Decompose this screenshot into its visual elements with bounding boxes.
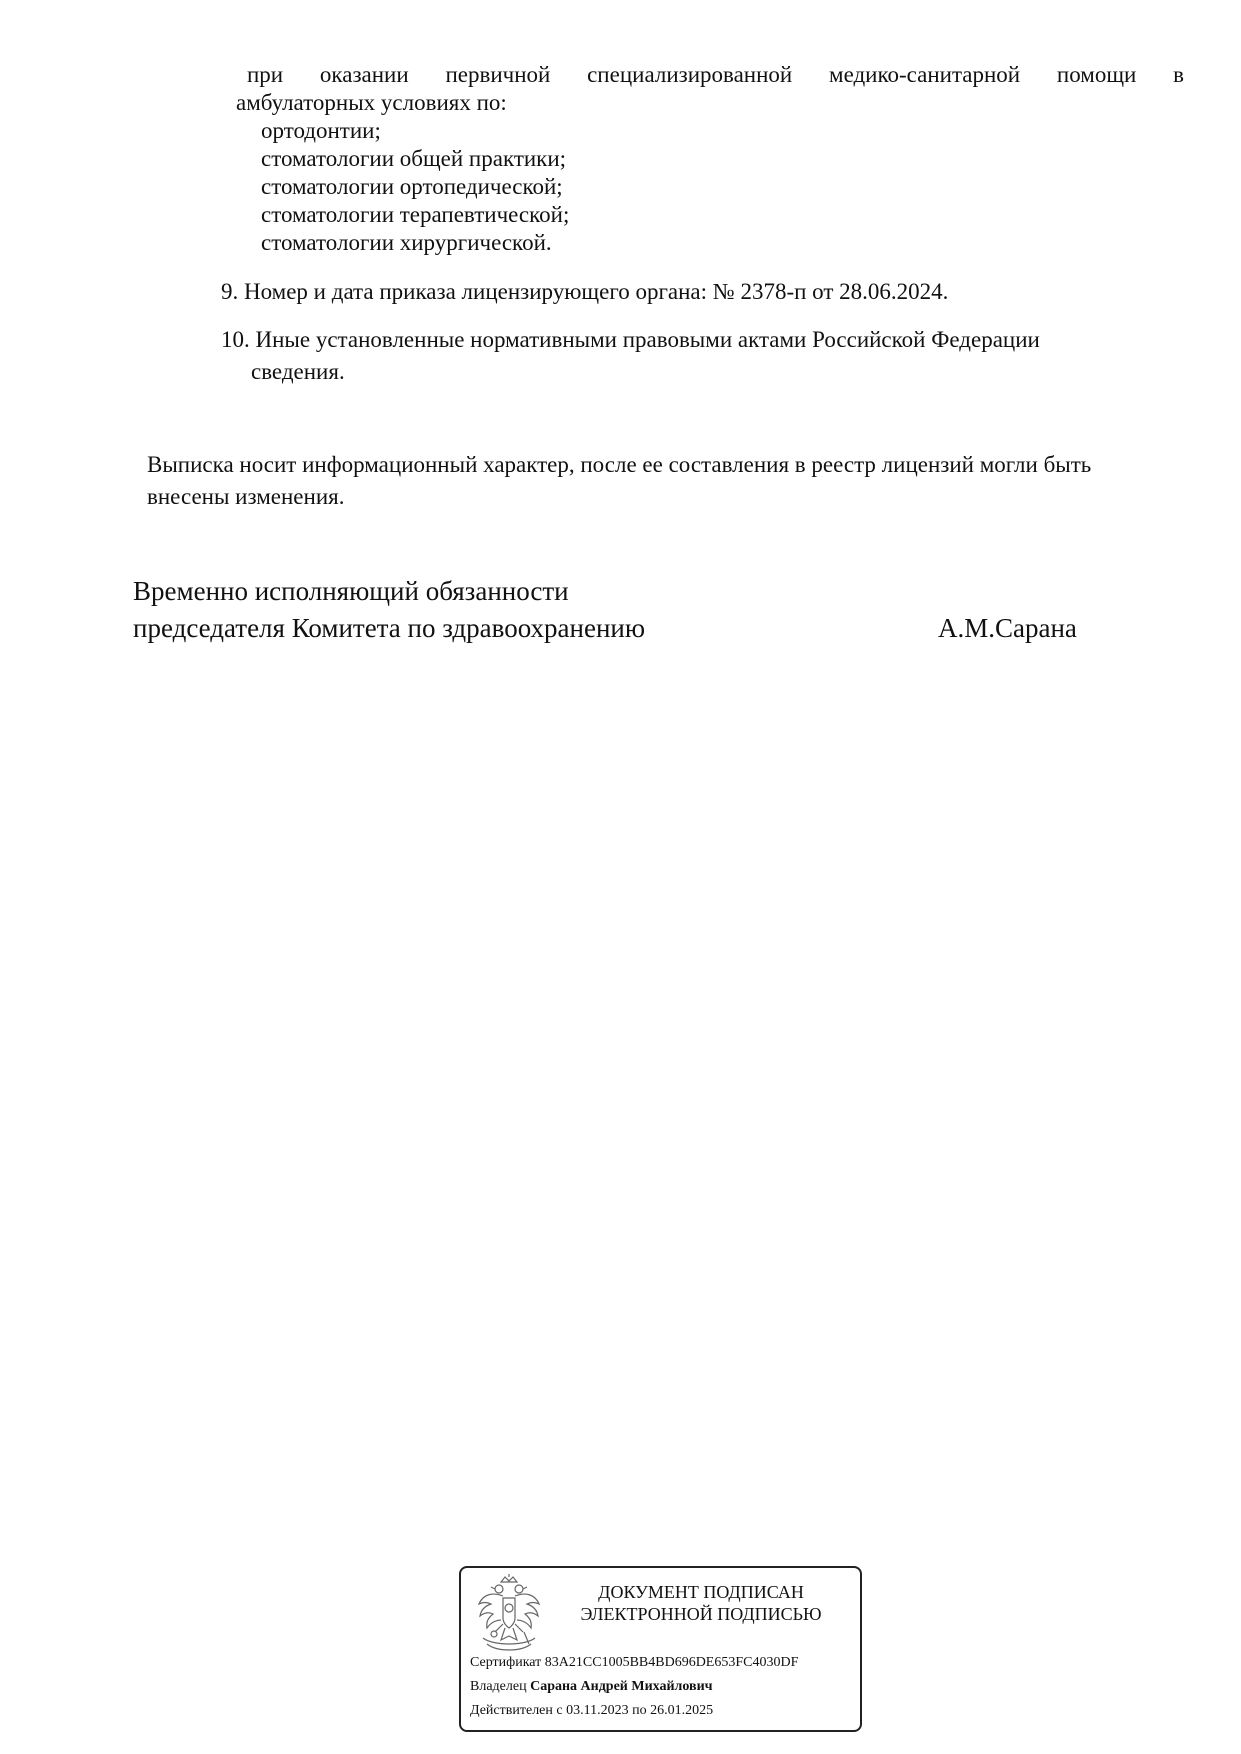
service-item: ортодонтии; [261,118,381,143]
item-10-line-1: 10. Иные установленные нормативными правовыми актами Российской Федерации [221,327,1040,352]
note-line-1: Выписка носит информационный характер, после ее составления в реестр лицензий могли быть [147,452,1092,477]
service-item: стоматологии хирургической. [261,230,552,255]
certificate-label: Сертификат [470,1655,542,1670]
stamp-owner [470,1678,713,1696]
owner-value: Сарана Андрей Михайлович [530,1679,713,1694]
stamp-title-line-2: ЭЛЕКТРОННОЙ ПОДПИСЬЮ [580,1604,822,1624]
service-item: стоматологии терапевтической; [261,202,570,227]
stamp-certificate [470,1654,798,1672]
item-9-order: 9. Номер и дата приказа лицензирующего органа: № 2378-п от 28.06.2024. [221,279,949,304]
item-10-line-2: сведения. [251,359,345,384]
stamp-validity: Действителен с 03.11.2023 по 26.01.2025 [470,1703,714,1718]
intro-line-2: амбулаторных условиях по: [236,90,507,115]
certificate-value: 83A21CC1005BB4BD696DE653FC4030DF [544,1655,799,1670]
intro-line-1: при оказании первичной специализированной медико-санитарной помощи в [247,62,1184,87]
note-line-2: внесены изменения. [147,484,345,509]
service-item: стоматологии общей практики; [261,146,567,171]
signatory-name: А.М.Сарана [938,613,1077,643]
electronic-signature-stamp [459,1566,862,1732]
stamp-title-line-1: ДОКУМЕНТ ПОДПИСАН [598,1582,804,1602]
russian-coat-of-arms-emblem-icon [473,1574,545,1654]
owner-label: Владелец [470,1679,527,1694]
signatory-position-line-2: председателя Комитета по здравоохранению [133,613,646,643]
service-item: стоматологии ортопедической; [261,174,563,199]
signatory-position-line-1: Временно исполняющий обязанности [133,576,569,606]
